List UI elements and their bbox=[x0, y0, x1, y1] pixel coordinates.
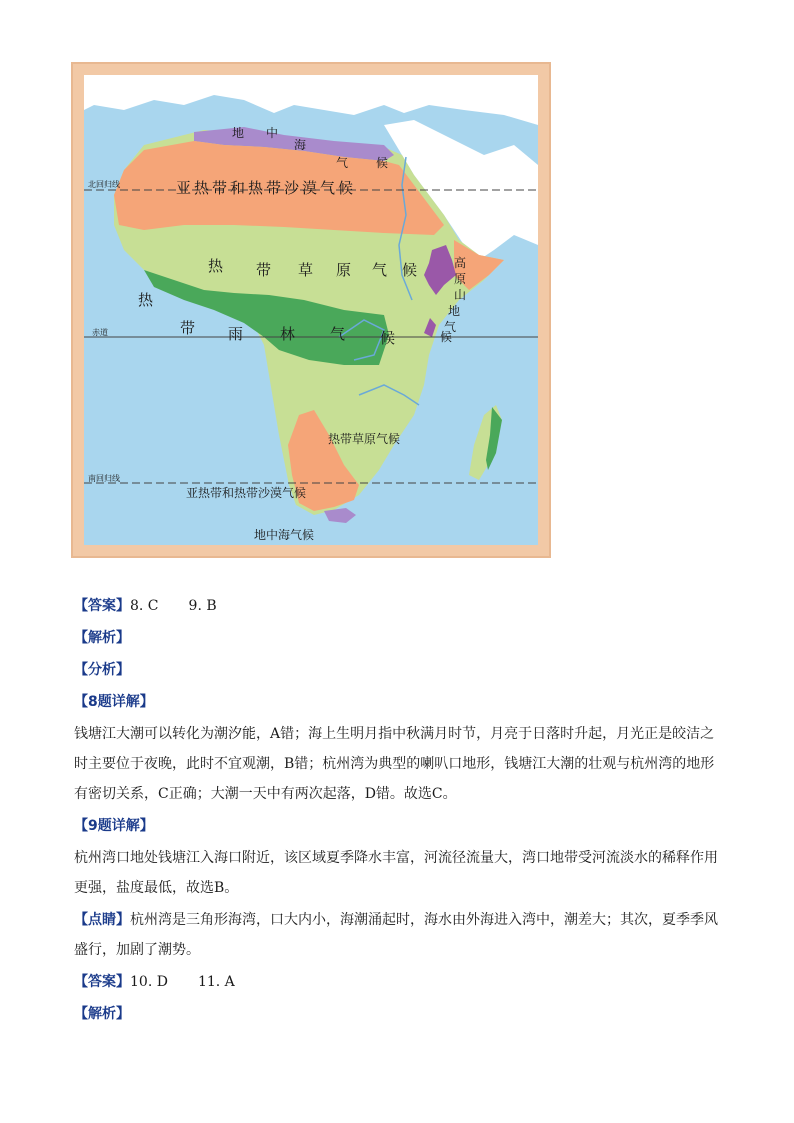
highland-char-2: 山 bbox=[454, 288, 467, 302]
highland-char-1: 原 bbox=[454, 272, 467, 286]
q8-line-1: 钱塘江大潮可以转化为潮汐能，A错；海上生明月指中秋满月时节，月亮于日落时升起，月光正是皎洁之 bbox=[74, 726, 715, 742]
analysis-label: 【解析】 bbox=[74, 630, 130, 646]
answer-10: 10. D bbox=[130, 974, 168, 990]
answer-label-2: 【答案】 bbox=[74, 974, 130, 990]
q8-line-3: 有密切关系，C正确；大潮一天中有两次起落，D错。故选C。 bbox=[74, 786, 457, 802]
rainforest-char-0: 热 bbox=[138, 291, 154, 309]
label-savanna-south: 热带草原气候 bbox=[328, 432, 401, 446]
q8-detail-label: 【8题详解】 bbox=[74, 694, 154, 710]
fenxi-label: 【分析】 bbox=[74, 662, 130, 678]
dianjing-line-2: 盛行，加剧了潮势。 bbox=[74, 942, 200, 958]
label-mediterranean-south: 地中海气候 bbox=[254, 528, 315, 542]
q9-line-1: 杭州湾口地处钱塘江入海口附近，该区域夏季降水丰富，河流径流量大，湾口地带受河流淡水的稀释作用 bbox=[74, 850, 718, 866]
med-n-char-3: 气 bbox=[336, 156, 349, 170]
q8-line-2: 时主要位于夜晚，此时不宜观潮，B错；杭州湾为典型的喇叭口地形，钱塘江大潮的壮观与杭州湾的地形 bbox=[74, 756, 715, 772]
rainforest-char-1: 带 bbox=[180, 319, 196, 337]
answer-line-8-9 bbox=[74, 596, 217, 616]
q9-detail-label: 【9题详解】 bbox=[74, 818, 154, 834]
savanna-n-char-5: 候 bbox=[402, 261, 418, 279]
med-n-char-0: 地 bbox=[232, 126, 245, 140]
answer-9: 9. B bbox=[188, 598, 217, 614]
label-equator: 赤道 bbox=[92, 328, 108, 337]
rainforest-char-5: 候 bbox=[380, 329, 396, 347]
map-svg bbox=[84, 75, 538, 545]
label-tropic-cancer: 北回归线 bbox=[88, 180, 120, 189]
savanna-n-char-0: 热 bbox=[208, 257, 224, 275]
highland-char-4: 气 bbox=[444, 320, 457, 334]
highland-char-3: 地 bbox=[448, 304, 461, 318]
med-n-char-4: 候 bbox=[376, 156, 389, 170]
label-tropic-capricorn: 南回归线 bbox=[88, 474, 120, 483]
savanna-n-char-3: 原 bbox=[336, 261, 352, 279]
answer-label: 【答案】 bbox=[74, 598, 130, 614]
highland-char-0: 高 bbox=[454, 256, 467, 270]
rainforest-char-2: 雨 bbox=[228, 325, 244, 343]
savanna-n-char-4: 气 bbox=[372, 261, 388, 279]
dianjing-label: 【点睛】 bbox=[74, 912, 130, 928]
analysis-label-2: 【解析】 bbox=[74, 1006, 130, 1022]
africa-climate-map bbox=[71, 62, 551, 558]
rainforest-char-4: 气 bbox=[330, 325, 346, 343]
label-subtropical-desert-north: 亚热带和热带沙漠气候 bbox=[176, 179, 357, 197]
q9-line-2: 更强，盐度最低，故选B。 bbox=[74, 880, 239, 896]
dianjing-line-1 bbox=[74, 910, 718, 930]
savanna-n-char-1: 带 bbox=[256, 261, 272, 279]
highland-char-5: 候 bbox=[440, 330, 453, 344]
rainforest-char-3: 林 bbox=[280, 325, 296, 343]
dianjing-text-1: 杭州湾是三角形海湾，口大内小，海潮涌起时，海水由外海进入湾中，潮差大；其次，夏季季风 bbox=[130, 912, 718, 928]
answer-8: 8. C bbox=[130, 598, 159, 614]
label-subtropical-desert-south: 亚热带和热带沙漠气候 bbox=[186, 486, 307, 500]
med-n-char-2: 海 bbox=[294, 138, 307, 152]
answer-11: 11. A bbox=[197, 974, 235, 990]
med-n-char-1: 中 bbox=[266, 126, 279, 140]
answer-line-10-11 bbox=[74, 972, 235, 992]
savanna-n-char-2: 草 bbox=[298, 261, 314, 279]
